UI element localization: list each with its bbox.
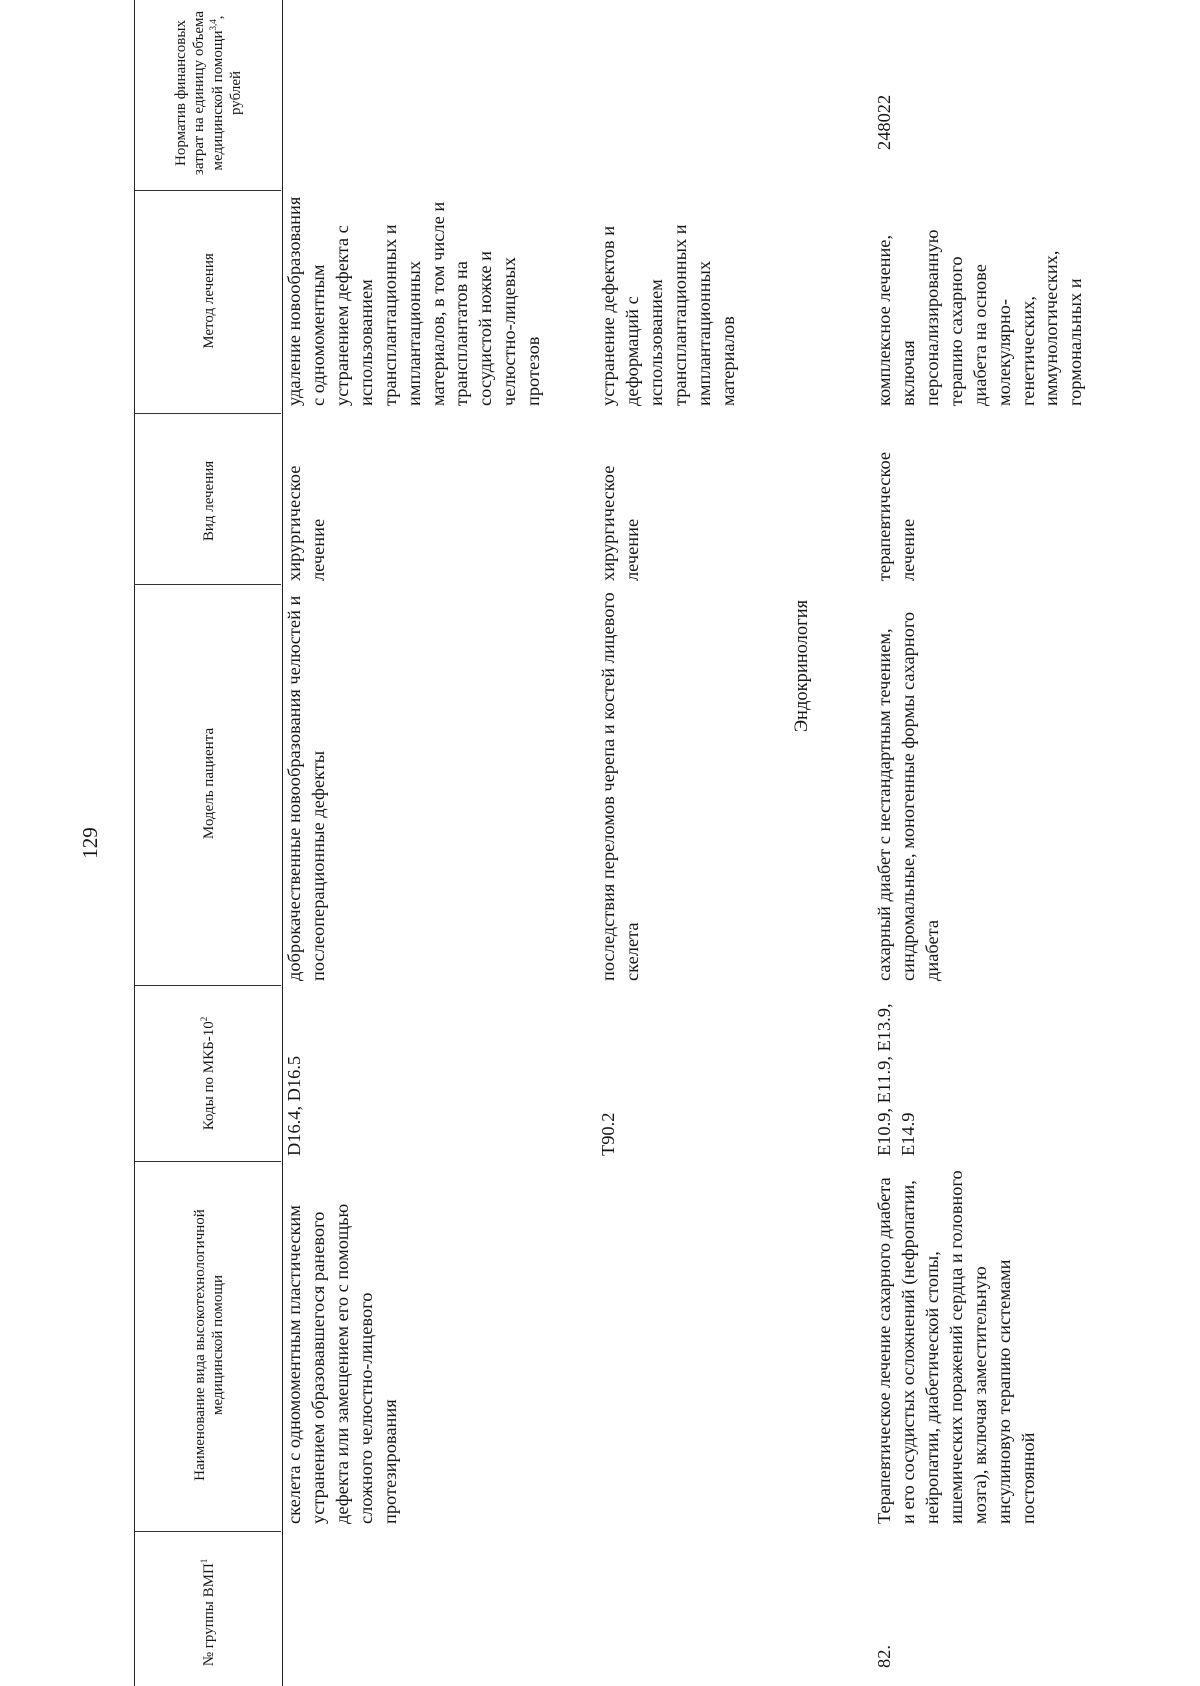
header-group-no-label: № группы ВМП — [201, 1563, 217, 1667]
row1-model: доброкачественные новообразования челюстей и послеоперационные дефекты — [284, 595, 328, 981]
header-norm-unit: , рублей — [210, 15, 244, 116]
row2-codes: T90.2 — [598, 1112, 618, 1156]
header-norm-footnote: 3,4 — [208, 19, 218, 31]
row3-norm: 248022 — [874, 94, 894, 150]
section-title: Эндокринология — [792, 599, 812, 733]
header-group-no-footnote: 1 — [199, 1558, 209, 1564]
header-name: Наименование вида высокотехнологичной медицинской помощи — [191, 1209, 226, 1481]
header-model: Модель пациента — [200, 727, 217, 840]
row1-treatment-type: хирургическое лечение — [284, 465, 328, 581]
header-codes-label: Коды по МКБ-10 — [201, 1021, 217, 1131]
row2-model: последствия переломов черепа и костей лицевого скелета — [598, 592, 642, 981]
row2-method: устранение дефектов и деформаций с использованием трансплантационных и имплантационных материалов — [598, 224, 738, 406]
column-divider — [134, 1531, 281, 1532]
row3-method: комплексное лечение, включая персонализированную терапию сахарного диабета на основе молекулярно-генетических, иммунологических, гормональных и — [874, 229, 1086, 406]
row2-treatment-type: хирургическое лечение — [598, 465, 642, 581]
row1-name: скелета с одномоментным пластическим устранением образовавшегося раневого дефекта или замещением его с помощью сложного челюстно-лицевого протезирования — [284, 1203, 400, 1524]
column-divider — [134, 584, 281, 585]
table-header — [134, 0, 283, 1686]
header-method: Метод лечения — [200, 253, 217, 349]
row3-group-no: 82. — [874, 1645, 894, 1668]
page-number: 129 — [78, 827, 102, 859]
row3-model: сахарный диабет с нестандартным течением, синдромальные, моногенные формы сахарного диабета — [874, 611, 942, 981]
column-divider — [134, 190, 281, 191]
row3-codes: E10.9, E11.9, E13.9, E14.9 — [874, 1003, 918, 1156]
header-codes-footnote: 2 — [199, 1016, 209, 1022]
row3-name: Терапевтическое лечение сахарного диабета и его сосудистых осложнений (нефропатии, нейропатии, диабетической стопы, ишемических поражений сердца и головного мозга), включая заместительную инсулиновую терапию системами постоянной — [874, 1170, 1038, 1524]
header-group-no — [135, 1539, 282, 1686]
header-norm — [135, 0, 282, 186]
header-codes — [135, 991, 282, 1156]
row1-method: удаление новообразования с одномоментным устранением дефекта с использованием трансплантационных и имплантационных материалов, в том числе и трансплантатов на сосудистой ножке и челюстно-лицевых протезов — [284, 196, 544, 406]
row3-treatment-type: терапевтическое лечение — [874, 451, 918, 581]
column-divider — [134, 413, 281, 414]
column-divider — [134, 985, 281, 986]
row1-codes: D16.4, D16.5 — [284, 1055, 304, 1156]
header-norm-label: Норматив финансовых затрат на единицу объема медицинской помощи — [173, 10, 226, 176]
header-treatment-type: Вид лечения — [200, 460, 217, 542]
column-divider — [134, 1161, 281, 1162]
